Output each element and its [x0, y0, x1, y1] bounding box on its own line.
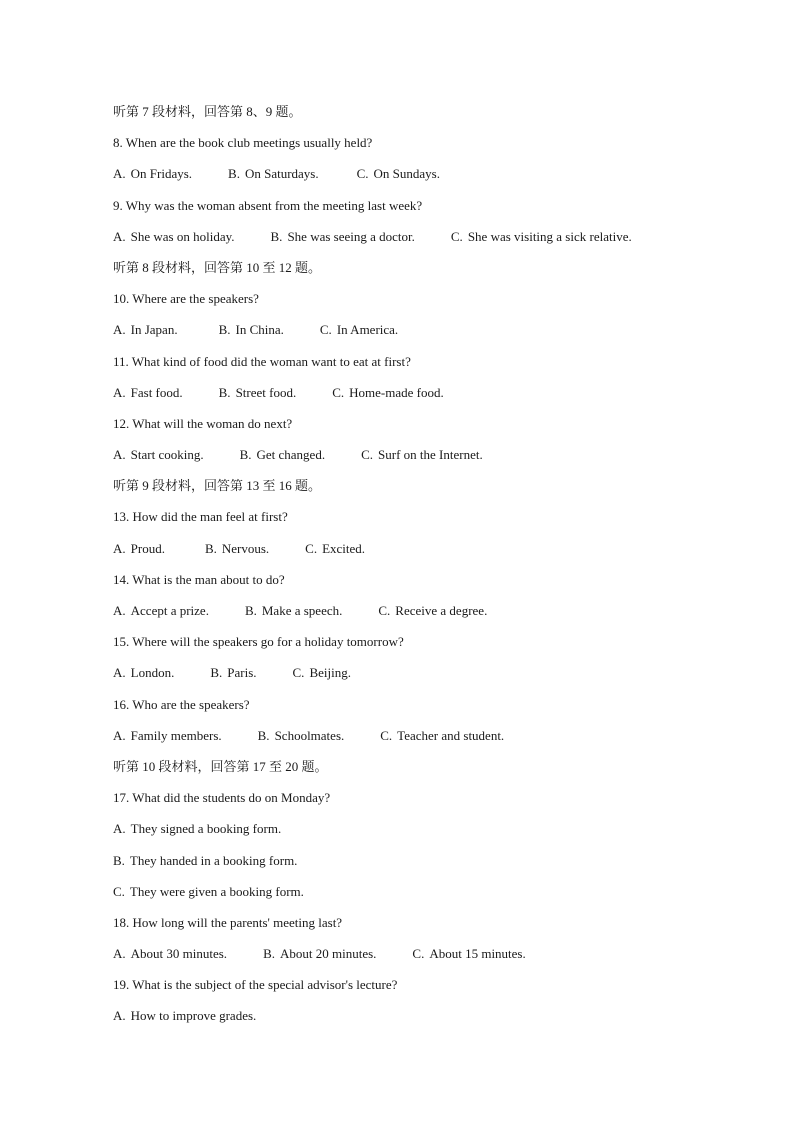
option-text: London. [130, 665, 175, 681]
section-heading: 听第 10 段材料，回答第 17 至 20 题。 [113, 758, 328, 774]
answer-option [219, 319, 284, 341]
question-stem: 12. What will the woman do next? [113, 415, 293, 431]
answer-option [113, 600, 209, 622]
option-text: In China. [235, 322, 284, 338]
answer-option [451, 226, 632, 248]
option-letter: C. [361, 447, 374, 463]
option-letter: B. [218, 384, 231, 400]
answer-option [113, 818, 733, 849]
option-letter: A. [113, 1008, 126, 1024]
option-letter: B. [263, 946, 275, 962]
options-row [113, 538, 733, 569]
option-text: On Sundays. [373, 166, 440, 182]
option-text: They signed a booking form. [130, 821, 282, 837]
answer-option [228, 163, 319, 185]
option-letter: C. [292, 665, 305, 681]
option-letter: A. [113, 727, 126, 743]
option-text: Nervous. [221, 540, 270, 556]
option-text: Family members. [130, 727, 222, 743]
options-row [113, 382, 733, 413]
answer-option [412, 943, 525, 965]
option-letter: A. [113, 322, 126, 338]
option-text: Teacher and student. [397, 727, 505, 743]
section-heading: 听第 7 段材料，回答第 8、9 题。 [113, 104, 302, 119]
option-text: About 20 minutes. [279, 946, 377, 962]
option-letter: C. [450, 228, 463, 244]
answer-option [271, 226, 415, 248]
option-letter: A. [113, 603, 126, 618]
answer-option [113, 319, 178, 341]
option-letter: A. [113, 665, 126, 681]
option-text: On Fridays. [130, 166, 193, 182]
answer-option [113, 444, 204, 466]
option-text: Beijing. [309, 665, 351, 681]
option-letter: A. [113, 540, 126, 556]
option-letter: A. [113, 228, 126, 244]
options-row [113, 319, 733, 350]
question-stem: 17. What did the students do on Monday? [113, 790, 331, 806]
answer-option [113, 881, 733, 912]
option-letter: C. [380, 727, 393, 743]
option-text: She was seeing a doctor. [287, 228, 415, 244]
option-letter: B. [113, 852, 125, 868]
question-stem: 14. What is the man about to do? [113, 571, 285, 587]
option-text: Home-made food. [349, 384, 444, 400]
option-text: About 30 minutes. [130, 946, 228, 962]
option-letter: B. [228, 166, 240, 182]
options-row [113, 600, 733, 631]
answer-option [210, 662, 256, 684]
question-stem: 15. Where will the speakers go for a holiday tomorrow? [113, 634, 404, 650]
option-letter: B. [244, 603, 257, 618]
answer-option [113, 163, 192, 185]
option-text: Excited. [322, 540, 366, 556]
option-text: She was visiting a sick relative. [467, 228, 632, 244]
answer-option [245, 600, 342, 622]
question-stem: 13. How did the man feel at first? [113, 509, 288, 525]
option-text: They handed in a booking form. [129, 852, 298, 868]
answer-option [305, 538, 365, 560]
option-letter: C. [319, 322, 332, 338]
answer-option [263, 943, 376, 965]
option-letter: C. [378, 603, 391, 618]
option-text: How to improve grades. [130, 1008, 257, 1024]
options-row [113, 943, 733, 974]
option-letter: C. [412, 946, 425, 962]
option-text: In Japan. [130, 322, 178, 338]
answer-option [113, 850, 733, 881]
section-heading: 听第 8 段材料，回答第 10 至 12 题。 [113, 259, 322, 275]
question-stem: 11. What kind of food did the woman want to eat at first? [113, 353, 411, 369]
option-text: Schoolmates. [274, 727, 345, 743]
option-letter: C. [356, 166, 369, 182]
question-stem: 8. When are the book club meetings usually held? [113, 135, 373, 151]
answer-option [357, 163, 440, 185]
answer-option [113, 538, 165, 560]
option-text: About 15 minutes. [429, 946, 526, 962]
answer-option [378, 600, 487, 622]
options-row [113, 444, 733, 475]
options-row [113, 662, 733, 693]
option-letter: B. [218, 322, 231, 338]
option-letter: A. [113, 946, 126, 962]
option-letter: A. [113, 384, 126, 400]
answer-option [293, 662, 351, 684]
option-letter: A. [113, 166, 126, 182]
option-text: Fast food. [130, 384, 183, 400]
option-text: Get changed. [256, 447, 326, 463]
option-letter: C. [305, 540, 318, 556]
option-letter: B. [270, 228, 283, 244]
question-stem: 18. How long will the parents' meeting last? [113, 914, 343, 930]
answer-option [113, 382, 183, 404]
option-letter: B. [239, 447, 252, 463]
option-letter: B. [204, 540, 217, 556]
option-text: Accept a prize. [130, 603, 209, 618]
answer-option [113, 662, 174, 684]
exam-page [113, 101, 733, 1037]
option-text: They were given a booking form. [129, 883, 304, 899]
question-stem: 9. Why was the woman absent from the meeting last week? [113, 197, 423, 213]
option-text: Street food. [235, 384, 297, 400]
section-heading: 听第 9 段材料，回答第 13 至 16 题。 [113, 478, 322, 494]
option-text: Start cooking. [130, 447, 204, 463]
answer-option [332, 382, 444, 404]
answer-option [361, 444, 483, 466]
option-text: Paris. [227, 665, 257, 681]
answer-option [320, 319, 398, 341]
option-letter: B. [210, 665, 223, 681]
question-stem: 10. Where are the speakers? [113, 291, 259, 307]
answer-option [219, 382, 297, 404]
option-letter: C. [113, 883, 125, 899]
options-row [113, 725, 733, 756]
answer-option [113, 725, 222, 747]
option-text: Receive a degree. [395, 603, 488, 618]
option-letter: C. [332, 384, 345, 400]
answer-option [113, 1005, 733, 1036]
question-stem: 19. What is the subject of the special advisor's lecture? [113, 977, 398, 993]
question-stem: 16. Who are the speakers? [113, 696, 250, 712]
option-text: She was on holiday. [130, 228, 235, 244]
answer-option [258, 725, 345, 747]
option-letter: A. [113, 447, 126, 463]
answer-option [113, 226, 235, 248]
option-text: In America. [336, 322, 399, 338]
option-text: Make a speech. [261, 603, 343, 618]
answer-option [205, 538, 269, 560]
options-row [113, 226, 733, 257]
option-letter: B. [257, 727, 270, 743]
answer-option [380, 725, 504, 747]
option-letter: A. [113, 821, 126, 837]
option-text: On Saturdays. [244, 166, 319, 182]
option-text: Surf on the Internet. [378, 447, 483, 463]
option-text: Proud. [130, 540, 165, 556]
options-row [113, 163, 733, 194]
answer-option [113, 943, 227, 965]
answer-option [240, 444, 326, 466]
